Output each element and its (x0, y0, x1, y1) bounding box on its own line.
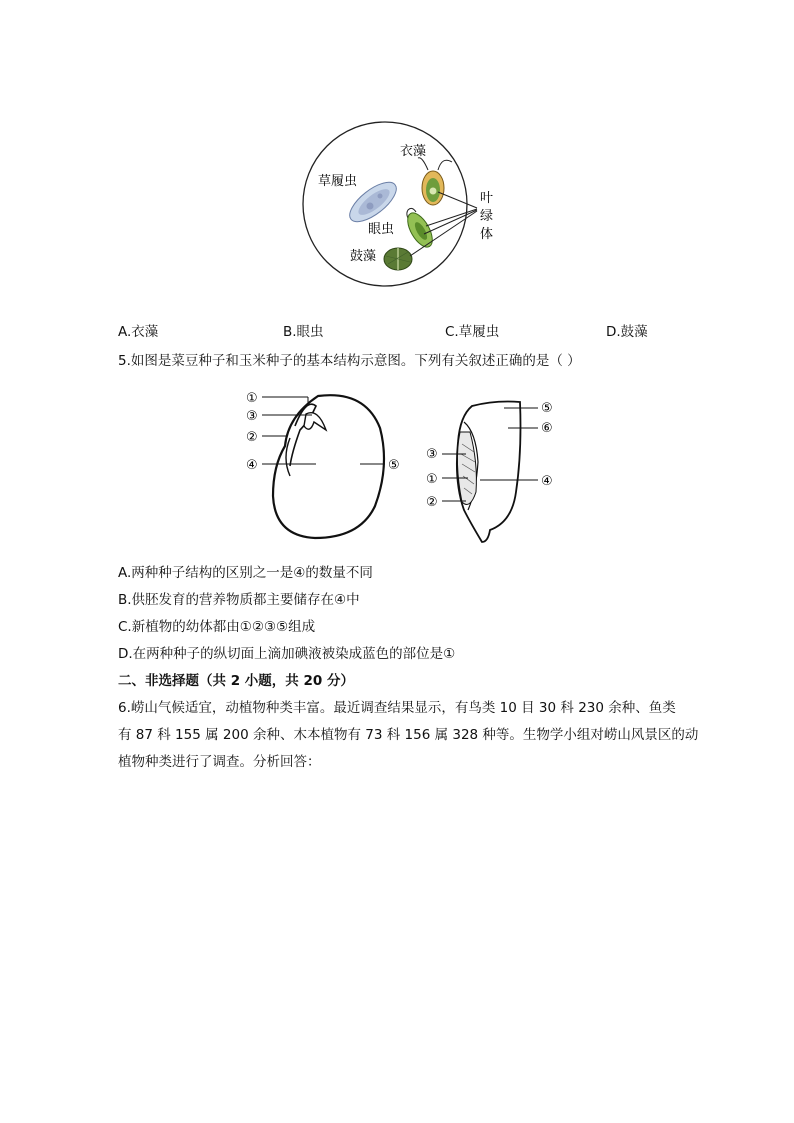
q4-option-b: B.眼虫 (283, 324, 324, 340)
corn-label-5: ⑤ (541, 401, 553, 416)
label-chloroplast-3: 体 (480, 227, 494, 242)
bean-label-4: ④ (246, 458, 258, 473)
q5-option-b: B.供胚发育的营养物质都主要储存在④中 (118, 592, 360, 608)
label-desmid: 鼓藻 (350, 249, 377, 264)
section-2-heading: 二、非选择题（共 2 小题，共 20 分） (118, 673, 354, 689)
bean-label-3: ③ (246, 409, 258, 424)
corn-label-6: ⑥ (541, 421, 553, 436)
q5-option-d: D.在两种种子的纵切面上滴加碘液被染成蓝色的部位是① (118, 646, 456, 662)
q6-line-1: 6.崂山气候适宜，动植物种类丰富。最近调查结果显示，有鸟类 10 目 30 科 230 余种、鱼类 (118, 700, 676, 716)
bean-seed-diagram (240, 386, 410, 546)
corn-label-1: ① (426, 472, 438, 487)
label-chloroplast-1: 叶 (480, 191, 494, 206)
q4-option-c: C.草履虫 (445, 324, 500, 340)
q5-stem: 5.如图是菜豆种子和玉米种子的基本结构示意图。下列有关叙述正确的是（ ） (118, 353, 581, 369)
q5-option-a: A.两种种子结构的区别之一是④的数量不同 (118, 565, 373, 581)
label-chlamydomonas: 衣藻 (400, 144, 427, 159)
q4-option-d: D.鼓藻 (606, 324, 648, 340)
corn-seed-figure (420, 392, 570, 552)
bean-label-1: ① (246, 391, 258, 406)
bean-seed-coat (273, 395, 384, 538)
microorganism-diagram (300, 118, 510, 290)
q5-option-c: C.新植物的幼体都由①②③⑤组成 (118, 619, 316, 635)
q4-option-a: A.衣藻 (118, 324, 159, 340)
label-chloroplast-2: 绿 (480, 209, 494, 224)
desmid-illustration (384, 248, 412, 270)
label-euglena: 眼虫 (368, 222, 395, 237)
q6-line-3: 植物种类进行了调查。分析回答： (118, 754, 321, 770)
corn-label-3: ③ (426, 447, 438, 462)
corn-label-4: ④ (541, 474, 553, 489)
microorganism-figure (300, 118, 510, 290)
label-paramecium: 草履虫 (318, 174, 358, 189)
bean-label-2: ② (246, 430, 258, 445)
q6-line-2: 有 87 科 155 属 200 余种、木本植物有 73 科 156 属 328 种等。生物学小组对崂山风景区的动 (118, 727, 699, 743)
bean-label-5: ⑤ (388, 458, 400, 473)
bean-seed-figure (240, 386, 410, 546)
corn-seed-diagram (420, 392, 570, 552)
corn-label-2: ② (426, 495, 438, 510)
